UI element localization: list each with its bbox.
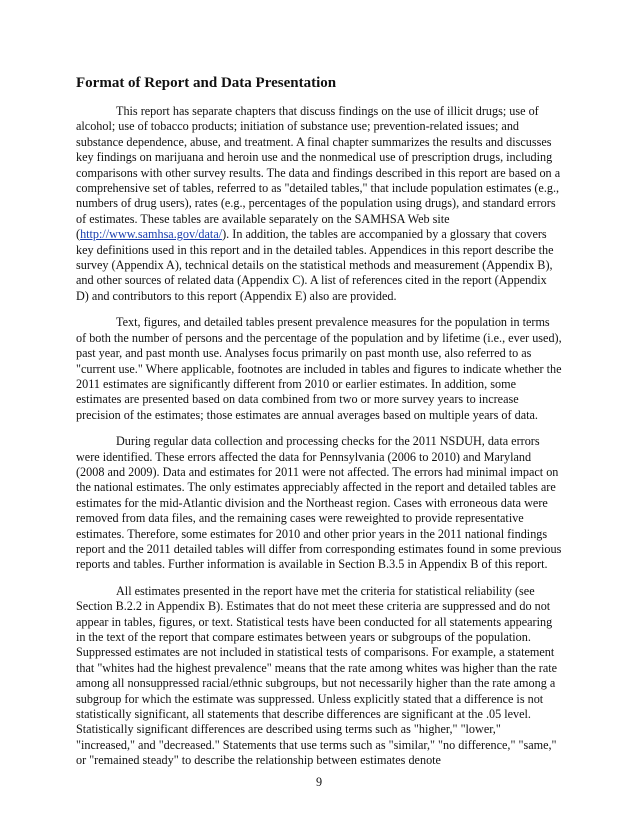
paragraph-text-before-link: This report has separate chapters that discuss findings on the use of illicit drugs; use of alcohol; use of tobacco products; initiation of substance use; prevention-related issues; and substance dependence, abuse, and treatment. A final chapter summarizes the results and discusses key findings on marijuana and heroin use and the nonmedical use of prescription drugs, including comparisons with other survey results. The data and findings described in this report are based on a comprehensive set of tables, referred to as "detailed tables," that include population estimates (e.g., numbers of drug users), rates (e.g., percentages of the population using drugs), and standard errors of estimates. These tables are available separately on the SAMHSA Web site ( xyxy=(76,104,561,242)
paragraph-statistical-reliability: All estimates presented in the report have met the criteria for statistical reliability (see Section B.2.2 in Appendix B). Estimates that do not meet these criteria are suppressed and do not appear in tables, figures, or text. Statistical tests have been conducted for all statements appearing in the text of the report that compare estimates between years or subgroups of the population. Suppressed estimates are not included in statistical tests of comparisons. For example, a statement that "whites had the highest prevalence" means that the rate among whites was higher than the rate among all nonsuppressed racial/ethnic subgroups, but not necessarily higher than the rate among a subgroup for which the estimate was suppressed. Unless explicitly stated that a difference is not statistically significant, all statements that describe differences are significant at the .05 level. Statistically significant differences are described using terms such as "higher," "lower," "increased," and "decreased." Statements that use terms such as "similar," "no difference," "same," or "remained steady" to describe the relationship between estimates denote xyxy=(76,583,558,768)
paragraph-prevalence-measures: Text, figures, and detailed tables present prevalence measures for the population in terms of both the number of persons and the percentage of the population and by lifetime (i.e., ever used), past year, and past month use. Analyses focus primarily on past month use, also referred to as "current use." Where applicable, footnotes are included in tables and figures to indicate whether the 2011 estimates are significantly different from 2010 or earlier estimates. In addition, some estimates are presented based on data combined from two or more survey years to increase precision of the estimates; those estimates are annual averages based on multiple years of data. xyxy=(76,315,562,422)
paragraph-text-after-link: ). In addition, the tables are accompanied by a glossary that covers key definitions used in this report and in the detailed tables. Appendices in this report describe the survey (Appendix A), technical details on the statistical methods and measurement (Appendix B), and other sources of related data (Appendix C). A list of references cited in the report (Appendix D) and contributors to this report (Appendix E) also are provided. xyxy=(76,227,554,303)
paragraph-data-errors: During regular data collection and processing checks for the 2011 NSDUH, data errors were identified. These errors affected the data for Pennsylvania (2006 to 2010) and Maryland (2008 and 2009). Data and estimates for 2011 were not affected. The errors had minimal impact on the national estimates. The only estimates appreciably affected in the report and detailed tables are estimates for the mid-Atlantic division and the Northeast region. Cases with erroneous data were removed from data files, and the remaining cases were reweighted to provide representative estimates. Therefore, some estimates for 2010 and other prior years in the 2011 national findings report and the 2011 detailed tables will differ from corresponding estimates found in some previous reports and tables. Further information is available in Section B.3.5 in Appendix B of this report. xyxy=(76,434,562,572)
samhsa-data-link[interactable]: http://www.samhsa.gov/data/ xyxy=(80,227,223,242)
section-heading: Format of Report and Data Presentation xyxy=(76,75,337,91)
document-page xyxy=(76,74,562,780)
paragraph-report-format xyxy=(76,104,562,304)
page-number: 9 xyxy=(315,775,323,789)
